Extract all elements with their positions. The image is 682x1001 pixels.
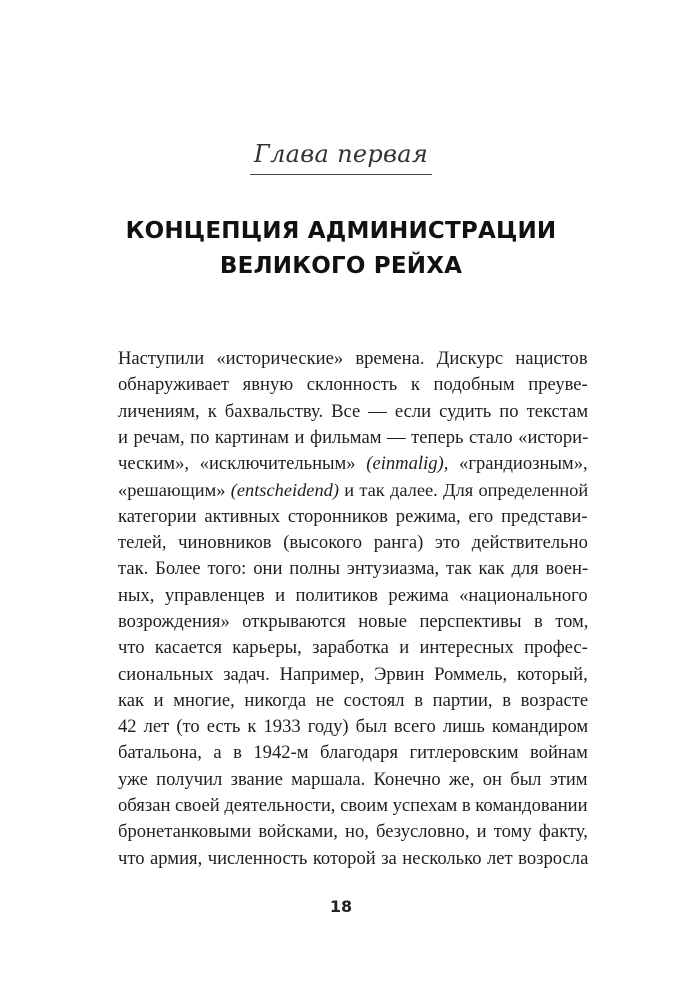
text-line: и речам, по картинам и фильмам — теперь стало «истори- <box>118 426 589 448</box>
text-segment: ческим», «исключительным» <box>118 453 367 475</box>
text-line: уже получил звание маршала. Конечно же, он был этим <box>118 768 588 790</box>
text-line: что армия, численность которой за несколько лет возросла <box>118 847 589 869</box>
text-line <box>118 451 588 477</box>
chapter-title-line: КОНЦЕПЦИЯ АДМИНИСТРАЦИИ <box>125 218 557 244</box>
text-line: сиональных задач. Например, Эрвин Роммель, который, <box>118 663 588 685</box>
text-line: так. Более того: они полны энтузиазма, так как для воен- <box>118 558 589 580</box>
text-line: категории активных сторонников режима, его представи- <box>118 505 588 527</box>
text-line: обнаруживает явную склонность к подобным преуве- <box>118 374 588 396</box>
text-line: Наступили «исторические» времена. Дискурс нацистов <box>118 348 588 369</box>
text-segment: и так далее. Для определенной <box>338 480 589 501</box>
text-line: личениям, к бахвальству. Все — если судить по текстам <box>118 400 589 422</box>
text-line: возрождения» открываются новые перспективы в том, <box>118 610 589 632</box>
chapter-label <box>0 140 682 175</box>
text-line: ных, управленцев и политиков режима «национального <box>118 584 588 606</box>
text-line: телей, чиновников (высокого ранга) это действительно <box>118 532 588 554</box>
text-line: как и многие, никогда не состоял в партии, в возрасте <box>118 689 589 711</box>
page-number: 18 <box>329 897 353 916</box>
text-line: 42 лет (то есть к 1933 году) был всего лишь командиром <box>118 716 589 738</box>
chapter-title <box>0 214 682 284</box>
text-segment: , «грандиозным», <box>443 453 588 475</box>
chapter-label-text: Глава первая <box>250 140 432 175</box>
text-line: обязан своей деятельности, своим успехам в командовании <box>118 795 588 817</box>
german-term-einmalig: (einmalig) <box>366 453 444 475</box>
body-paragraph <box>118 346 588 872</box>
text-line: батальона, а в 1942-м благодаря гитлеровским войнам <box>118 742 588 764</box>
text-line: бронетанковыми войсками, но, безусловно, и тому факту, <box>118 821 588 843</box>
chapter-title-line: ВЕЛИКОГО РЕЙХА <box>219 253 463 279</box>
text-segment: «решающим» <box>118 480 231 501</box>
text-line: что касается карьеры, заработка и интересных профес- <box>118 637 588 659</box>
text-line <box>118 477 588 503</box>
german-term-entscheidend: (entscheidend) <box>230 480 339 501</box>
